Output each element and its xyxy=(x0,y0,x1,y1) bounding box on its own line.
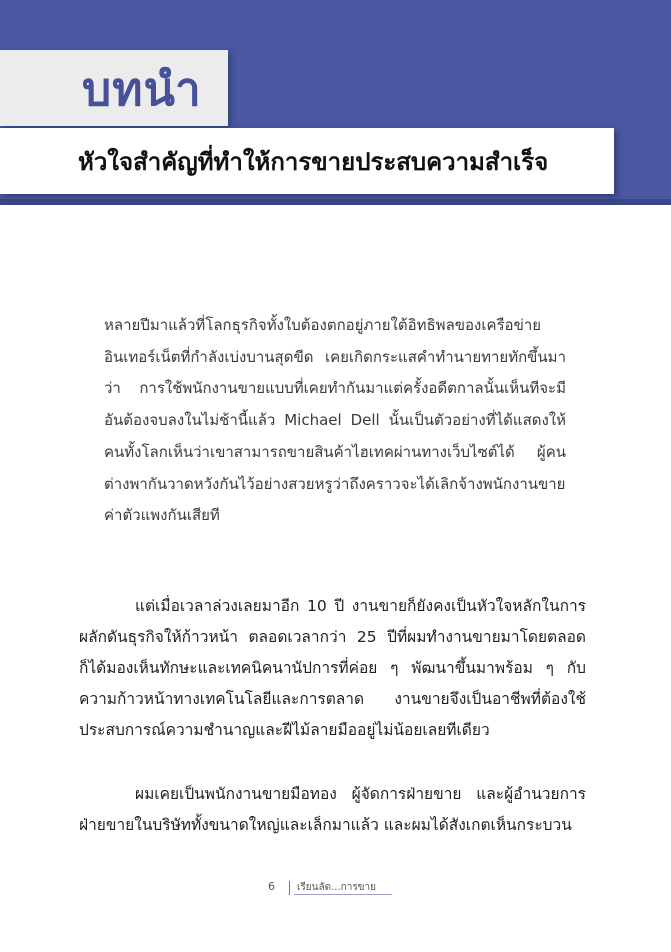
chapter-subtitle: หัวใจสำคัญที่ทำให้การขายประสบความสำเร็จ xyxy=(78,148,549,176)
footer-divider xyxy=(289,881,290,895)
page-footer xyxy=(0,878,671,898)
body-paragraph-1: แต่เมื่อเวลาล่วงเลยมาอีก 10 ปี งานขายก็ยังคงเป็นหัวใจหลักในการผลักดันธุรกิจให้ก้าวหน้า ตลอดเวลากว่า 25 ปีที่ผมทำงานขายมาโดยตลอดก็ได้มองเห็นทักษะและเทคนิคนานัปการที่ค่อย ๆ พัฒนาขึ้นมาพร้อม ๆ กับความก้าวหน้าทางเทคโนโลยีและการตลาด งานขายจึงเป็นอาชีพที่ต้องใช้ประสบการณ์ความชำนาญและฝีไม้ลายมืออยู่ไม่น้อยเลยทีเดียว xyxy=(79,597,586,739)
chapter-title: บทนำ xyxy=(82,62,202,116)
intro-quote: หลายปีมาแล้วที่โลกธุรกิจทั้งใบต้องตกอยู่ภายใต้อิทธิพลของเครือข่ายอินเทอร์เน็ตที่กำลังเบ่งบานสุดขีด เคยเกิดกระแสคำทำนายทายทักขึ้นมาว่า การใช้พนักงานขายแบบที่เคยทำกันมาแต่ครั้งอดีตกาลนั้นเห็นทีจะมีอันต้องจบลงในไม่ช้านี้แล้ว Michael Dell นั้นเป็นตัวอย่างที่ได้แสดงให้คนทั้งโลกเห็นว่าเขาสามารถขายสินค้าไฮเทคผ่านทางเว็บไซต์ได้ ผู้คนต่างพากันวาดหวังกันไว้อย่างสวยหรูว่าถึงคราวจะได้เลิกจ้างพนักงานขายค่าตัวแพงกันเสียที xyxy=(104,316,566,525)
page-number: 6 xyxy=(268,880,275,893)
body-paragraph-2: ผมเคยเป็นพนักงานขายมือทอง ผู้จัดการฝ่ายขาย และผู้อำนวยการฝ่ายขายในบริษัททั้งขนาดใหญ่และเล็กมาแล้ว และผมได้สังเกตเห็นกระบวน xyxy=(79,785,586,834)
book-title: เรียนลัด...การขาย xyxy=(297,882,376,893)
book-title-underline xyxy=(294,894,392,895)
